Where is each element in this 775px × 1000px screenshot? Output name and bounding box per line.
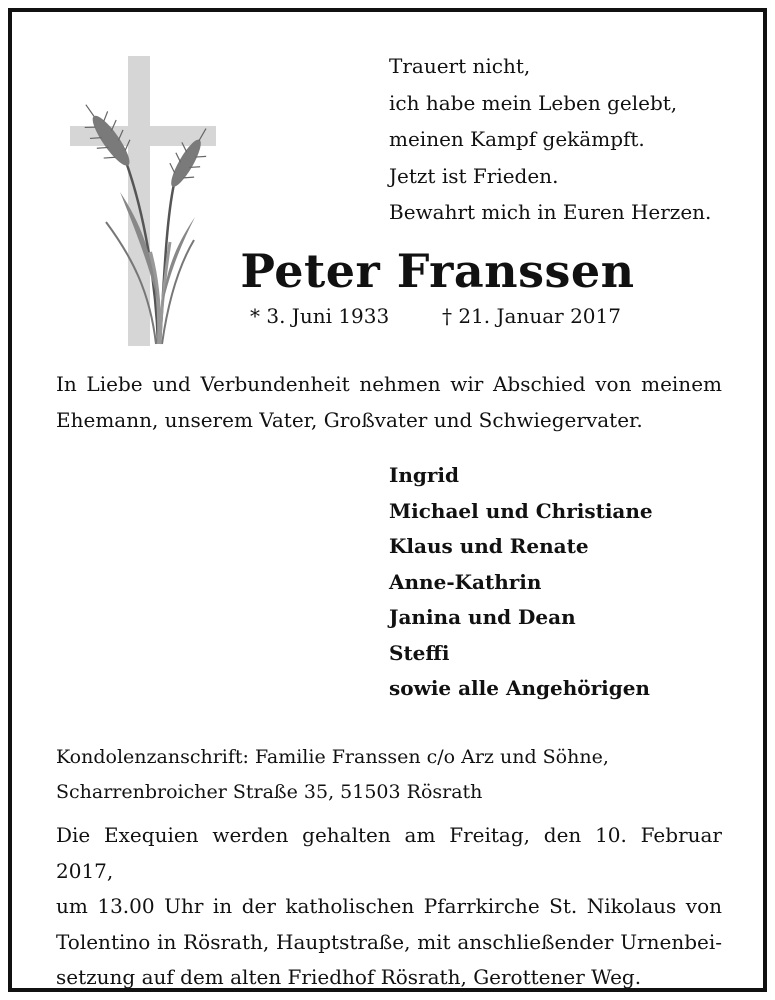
deceased-name: Peter Franssen (240, 244, 635, 298)
condolence-address (56, 740, 609, 810)
service-line: Tolentino in Rösrath, Hauptstraße, mit anschließender Urnenbei- (56, 929, 722, 954)
family-member: sowie alle Angehörigen (389, 676, 650, 700)
family-member: Klaus und Renate (389, 534, 589, 558)
service-line: um 13.00 Uhr in der katholischen Pfarrkirche St. Nikolaus von (56, 894, 722, 918)
poem-line: ich habe mein Leben gelebt, (389, 90, 678, 115)
cross-with-wheat-icon (60, 52, 230, 352)
address-line: Scharrenbroicher Straße 35, 51503 Rösrath (56, 781, 483, 803)
service-line: Die Exequien werden gehalten am Freitag, den 10. Februar 2017, (56, 823, 722, 883)
family-member: Anne-Kathrin (389, 569, 542, 594)
address-line: Kondolenzanschrift: Familie Franssen c/o Arz und Söhne, (56, 746, 609, 768)
poem (389, 48, 711, 231)
poem-line: meinen Kampf gekämpft. (389, 127, 645, 151)
service-info (56, 818, 722, 996)
poem-line: Jetzt ist Frieden. (389, 163, 559, 188)
family-member: Ingrid (389, 463, 459, 487)
death-date: † 21. Januar 2017 (442, 304, 621, 328)
birth-date: * 3. Juni 1933 (250, 304, 390, 328)
intro-text: In Liebe und Verbundenheit nehmen wir Abschied von meinem Ehemann, unserem Vater, Großvater und Schwiegervater. (56, 372, 722, 432)
service-line: setzung auf dem alten Friedhof Rösrath, Gerottener Weg. (56, 965, 642, 989)
family-member: Janina und Dean (389, 605, 576, 629)
obituary-notice (8, 8, 767, 992)
family-member: Michael und Christiane (389, 498, 653, 523)
poem-line: Trauert nicht, (389, 54, 531, 78)
family-list (389, 458, 653, 707)
poem-line: Bewahrt mich in Euren Herzen. (389, 200, 712, 224)
family-member: Steffi (389, 640, 450, 665)
